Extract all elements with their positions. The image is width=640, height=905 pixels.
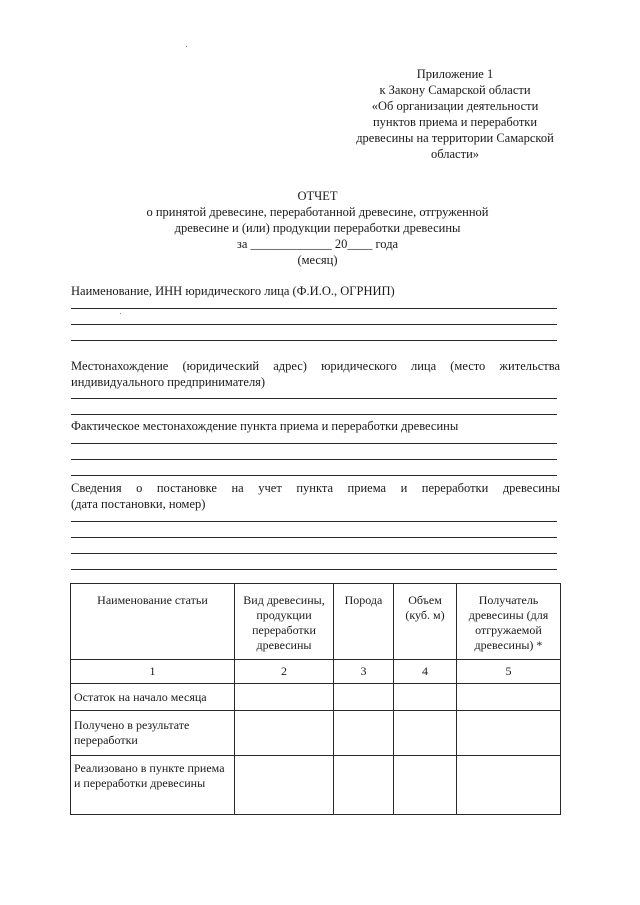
location-line[interactable] <box>71 414 557 415</box>
table-number-row <box>71 660 561 684</box>
table-header-cell: Объем (куб. м) <box>394 584 457 660</box>
annex-line: древесины на территории Самарской <box>356 131 554 145</box>
report-period: за _____________ 20____ года <box>236 237 399 251</box>
scan-speck <box>120 313 121 314</box>
registration-line[interactable] <box>71 569 557 570</box>
table-cell[interactable] <box>235 684 334 711</box>
table-cell[interactable] <box>235 756 334 815</box>
column-number: 3 <box>334 660 394 684</box>
registration-line[interactable] <box>71 537 557 538</box>
report-title-block <box>70 188 565 268</box>
annex-line: области» <box>430 147 480 161</box>
actual-location-line[interactable] <box>71 443 557 444</box>
report-table <box>70 583 561 815</box>
table-cell[interactable] <box>394 711 457 756</box>
column-number: 4 <box>394 660 457 684</box>
table-header-cell: Порода <box>334 584 394 660</box>
annex-line: к Закону Самарской области <box>379 83 531 97</box>
name-inn-line[interactable] <box>71 324 557 325</box>
annex-line: Приложение 1 <box>416 67 494 81</box>
table-header-cell: Получатель древесины (для отгружаемой древесины) * <box>457 584 561 660</box>
table-cell[interactable] <box>457 711 561 756</box>
actual-location-label: Фактическое местонахождение пункта приема и переработки древесины <box>71 419 459 433</box>
report-subtitle: о принятой древесине, переработанной древесине, отгруженной <box>146 205 489 219</box>
table-header-cell: Вид древесины, продукции переработки древесины <box>235 584 334 660</box>
row-label: Реализовано в пункте приема и переработки древесины <box>71 756 235 815</box>
registration-label-line: (дата постановки, номер) <box>71 497 206 511</box>
annex-header <box>340 66 570 162</box>
location-label-line: индивидуального предпринимателя) <box>71 375 266 389</box>
table-row <box>71 684 561 711</box>
location-line[interactable] <box>71 398 557 399</box>
annex-line: пунктов приема и переработки <box>372 115 538 129</box>
registration-line[interactable] <box>71 553 557 554</box>
column-number: 2 <box>235 660 334 684</box>
location-label <box>71 358 560 390</box>
table-cell[interactable] <box>334 756 394 815</box>
row-label: Получено в результате переработки <box>71 711 235 756</box>
table-cell[interactable] <box>394 756 457 815</box>
scan-speck <box>186 46 187 47</box>
registration-line[interactable] <box>71 521 557 522</box>
row-label: Остаток на начало месяца <box>71 684 235 711</box>
name-inn-label: Наименование, ИНН юридического лица (Ф.И.О., ОГРНИП) <box>71 284 395 298</box>
table-cell[interactable] <box>457 684 561 711</box>
table-cell[interactable] <box>334 711 394 756</box>
report-heading: ОТЧЕТ <box>297 189 338 203</box>
table-cell[interactable] <box>235 711 334 756</box>
table-header-cell: Наименование статьи <box>71 584 235 660</box>
registration-label <box>71 480 560 512</box>
column-number: 5 <box>457 660 561 684</box>
column-number: 1 <box>71 660 235 684</box>
table-row <box>71 756 561 815</box>
registration-label-line: Сведения о постановке на учет пункта приема и переработки древесины <box>71 481 560 495</box>
name-inn-line[interactable] <box>71 308 557 309</box>
annex-line: «Об организации деятельности <box>371 99 539 113</box>
report-period-note: (месяц) <box>297 253 338 267</box>
table-cell[interactable] <box>334 684 394 711</box>
table-row <box>71 711 561 756</box>
table-header-row <box>71 584 561 660</box>
table-cell[interactable] <box>457 756 561 815</box>
table-cell[interactable] <box>394 684 457 711</box>
actual-location-line[interactable] <box>71 459 557 460</box>
name-inn-line[interactable] <box>71 340 557 341</box>
report-subtitle: древесине и (или) продукции переработки древесины <box>174 221 461 235</box>
actual-location-line[interactable] <box>71 475 557 476</box>
location-label-line: Местонахождение (юридический адрес) юридического лица (место жительства <box>71 359 560 373</box>
